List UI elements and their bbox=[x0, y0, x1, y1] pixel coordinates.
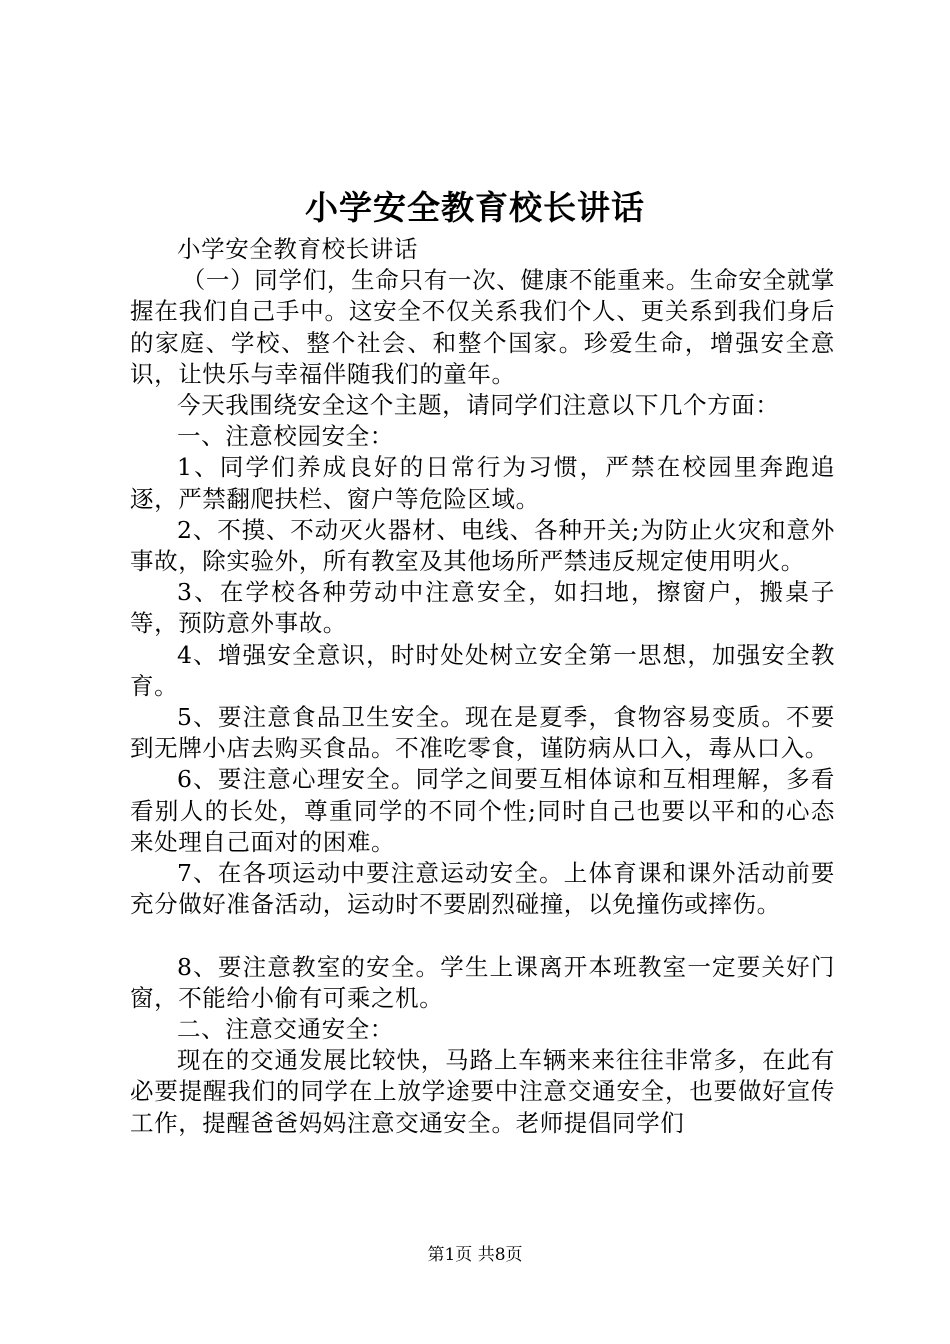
blank-line bbox=[130, 920, 835, 951]
campus-item-3: 3、在学校各种劳动中注意安全，如扫地，擦窗户，搬桌子等，预防意外事故。 bbox=[130, 578, 835, 638]
campus-item-5: 5、要注意食品卫生安全。现在是夏季，食物容易变质。不要到无牌小店去购买食品。不准吃零食，谨防病从口入，毒从口入。 bbox=[130, 703, 835, 763]
section-heading-traffic: 二、注意交通安全： bbox=[177, 1015, 394, 1044]
subtitle-paragraph: 小学安全教育校长讲话 bbox=[177, 235, 418, 263]
campus-item-6: 6、要注意心理安全。同学之间要互相体谅和互相理解，多看看别人的长处，尊重同学的不同个性;同时自己也要以平和的心态来处理自己面对的困难。 bbox=[130, 765, 835, 856]
topic-paragraph: 今天我围绕安全这个主题，请同学们注意以下几个方面： bbox=[177, 391, 780, 420]
campus-item-1: 1、同学们养成良好的日常行为习惯，严禁在校园里奔跑追逐，严禁翻爬扶栏、窗户等危险区域。 bbox=[130, 453, 835, 513]
traffic-paragraph: 现在的交通发展比较快，马路上车辆来来往往非常多，在此有必要提醒我们的同学在上放学途要中注意交通安全，也要做好宣传工作，提醒爸爸妈妈注意交通安全。老师提倡同学们 bbox=[130, 1046, 835, 1137]
page-footer: 第1页 共8页 bbox=[427, 1245, 523, 1265]
campus-item-2: 2、不摸、不动灭火器材、电线、各种开关;为防止火灾和意外事故，除实验外，所有教室及其他场所严禁违反规定使用明火。 bbox=[130, 515, 835, 576]
campus-item-7: 7、在各项运动中要注意运动安全。上体育课和课外活动前要充分做好准备活动，运动时不要剧烈碰撞，以免撞伤或摔伤。 bbox=[130, 859, 835, 919]
document-body bbox=[130, 234, 835, 1139]
section-heading-campus: 一、注意校园安全： bbox=[177, 422, 394, 451]
campus-item-8: 8、要注意教室的安全。学生上课离开本班教室一定要关好门窗，不能给小偷有可乘之机。 bbox=[130, 952, 835, 1012]
intro-paragraph: （一）同学们，生命只有一次、健康不能重来。生命安全就掌握在我们自己手中。这安全不仅关系我们个人、更关系到我们身后的家庭、学校、整个社会、和整个国家。珍爱生命，增强安全意识，让快乐与幸福伴随我们的童年。 bbox=[130, 266, 835, 388]
document-title: 小学安全教育校长讲话 bbox=[305, 188, 645, 227]
campus-item-4: 4、增强安全意识，时时处处树立安全第一思想，加强安全教育。 bbox=[130, 640, 835, 700]
